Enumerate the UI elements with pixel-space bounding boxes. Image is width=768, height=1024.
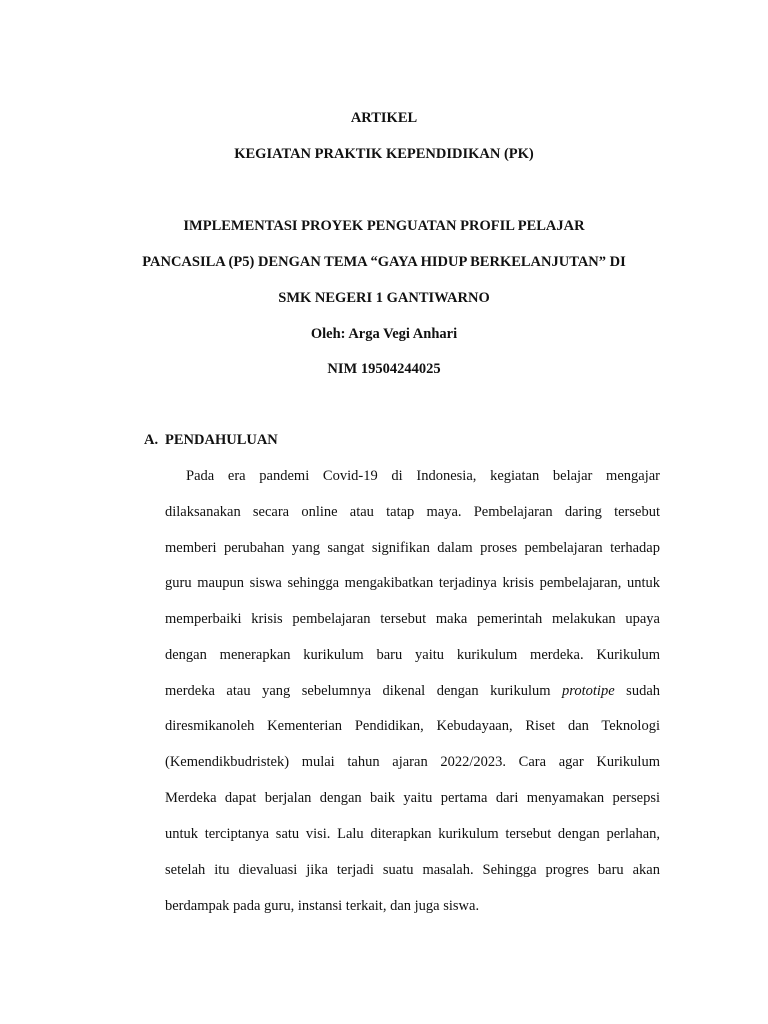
paragraph-line: berdampak pada guru, instansi terkait, dan juga siswa. <box>165 898 480 914</box>
activity-title: KEGIATAN PRAKTIK KEPENDIDIKAN (PK) <box>234 146 534 162</box>
article-title-line-2: PANCASILA (P5) DENGAN TEMA “GAYA HIDUP BERKELANJUTAN” DI <box>142 254 626 270</box>
student-id-line: NIM 19504244025 <box>327 361 441 377</box>
section-heading <box>144 432 278 449</box>
section-title: PENDAHULUAN <box>165 432 278 448</box>
paragraph-line-end: sudah <box>626 683 661 699</box>
paragraph-line: memberi perubahan yang sangat signifikan dalam proses pembelajaran terhadap <box>165 540 660 556</box>
article-title-line-1: IMPLEMENTASI PROYEK PENGUATAN PROFIL PELAJAR <box>183 218 585 234</box>
paragraph-line: setelah itu dievaluasi jika terjadi suatu masalah. Sehingga progres baru akan <box>165 862 660 878</box>
paragraph-line: guru maupun siswa sehingga mengakibatkan terjadinya krisis pembelajaran, untuk <box>165 575 660 591</box>
paragraph-line: Merdeka dapat berjalan dengan baik yaitu pertama dari menyamakan persepsi <box>165 790 660 806</box>
paragraph-line: dengan menerapkan kurikulum baru yaitu kurikulum merdeka. Kurikulum <box>165 647 660 663</box>
paragraph-line: (Kemendikbudristek) mulai tahun ajaran 2022/2023. Cara agar Kurikulum <box>165 754 660 770</box>
paragraph-line: untuk terciptanya satu visi. Lalu diterapkan kurikulum tersebut dengan perlahan, <box>165 826 660 842</box>
paragraph-line: Pada era pandemi Covid-19 di Indonesia, kegiatan belajar mengajar <box>186 468 660 484</box>
paragraph-line: dilaksanakan secara online atau tatap maya. Pembelajaran daring tersebut <box>165 504 660 520</box>
paragraph-line-with-italic <box>165 681 660 701</box>
paragraph-line: diresmikanoleh Kementerian Pendidikan, Kebudayaan, Riset dan Teknologi <box>165 718 660 734</box>
paragraph-line: memperbaiki krisis pembelajaran tersebut maka pemerintah melakukan upaya <box>165 611 660 627</box>
article-title-line-3: SMK NEGERI 1 GANTIWARNO <box>278 290 490 306</box>
italic-term: prototipe <box>562 683 615 699</box>
section-marker: A. <box>144 432 159 448</box>
paragraph-line-start: merdeka atau yang sebelumnya dikenal dengan kurikulum <box>165 683 551 699</box>
author-line: Oleh: Arga Vegi Anhari <box>310 326 458 342</box>
document-label: ARTIKEL <box>350 110 418 126</box>
